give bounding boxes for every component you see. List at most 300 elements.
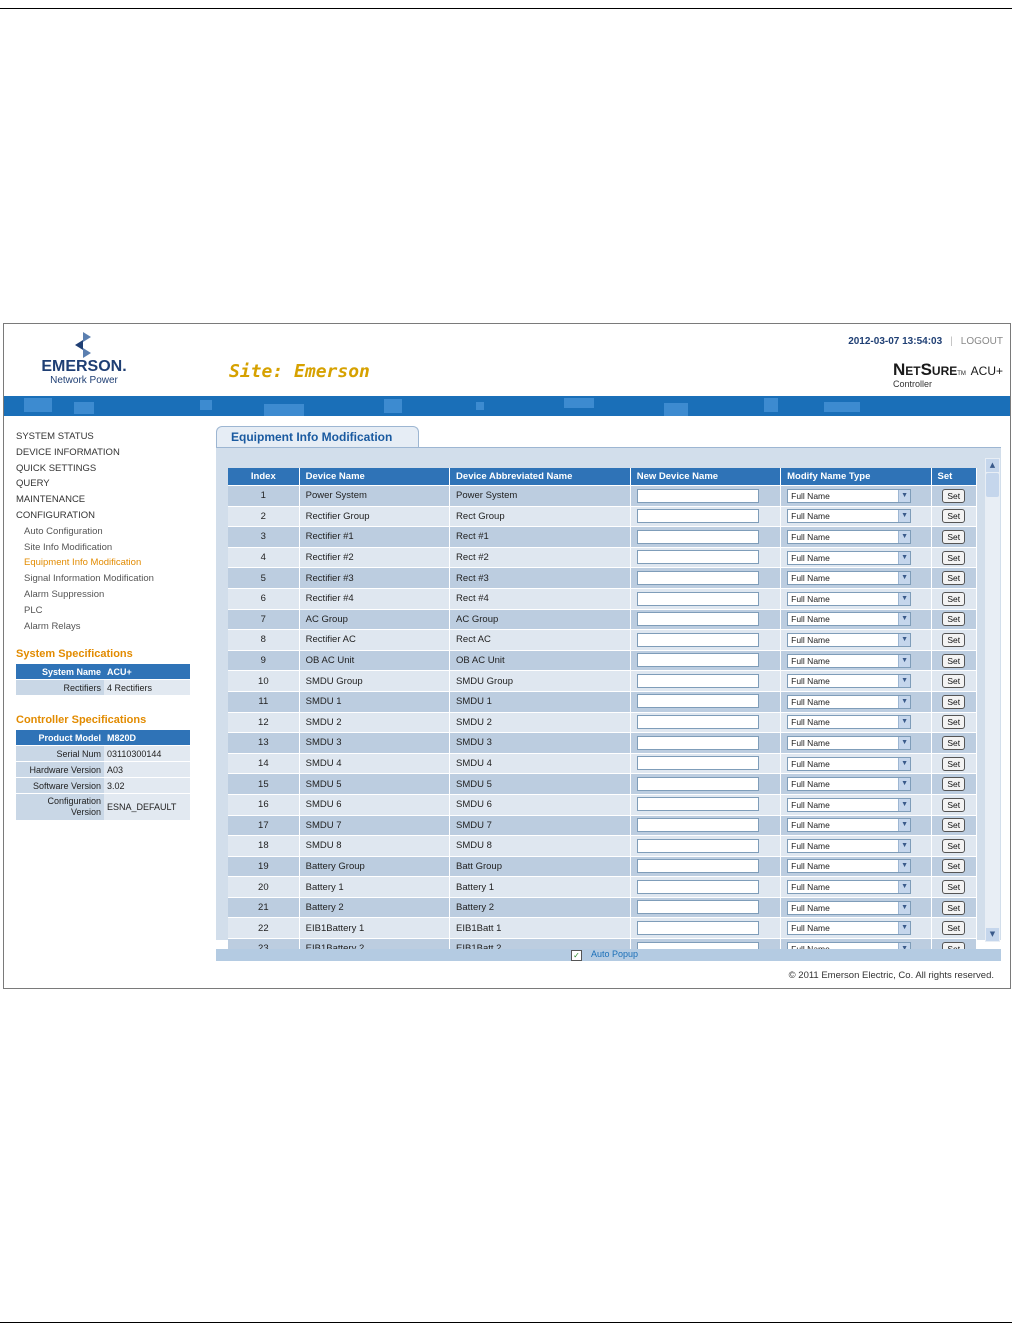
row-modify-type-cell (781, 794, 931, 815)
nav-auto-configuration[interactable]: Auto Configuration (24, 525, 103, 537)
set-button[interactable]: Set (942, 509, 965, 523)
row-new-name-cell (631, 567, 781, 588)
set-button[interactable]: Set (942, 839, 965, 853)
chevron-down-icon: ▼ (898, 758, 910, 770)
select-value: Full Name (791, 552, 830, 563)
row-new-name-cell (631, 815, 781, 836)
table-row (228, 856, 977, 877)
modify-name-type-select[interactable] (787, 489, 911, 503)
modify-name-type-select[interactable] (787, 859, 911, 873)
netsure-brand (863, 360, 1003, 390)
row-modify-type-cell (781, 650, 931, 671)
row-device-name: Battery 2 (300, 897, 450, 918)
row-abbreviated-name: Rect #1 (450, 526, 631, 547)
row-index: 2 (228, 506, 300, 527)
controller-specs-table (16, 730, 190, 821)
row-modify-type-cell (781, 506, 931, 527)
chevron-down-icon: ▼ (898, 655, 910, 667)
row-modify-type-cell (781, 876, 931, 897)
logo-subtitle: Network Power (50, 375, 118, 386)
modify-name-type-select[interactable] (787, 592, 911, 606)
col-device-name: Device Name (300, 468, 450, 485)
new-device-name-input[interactable] (637, 900, 759, 914)
table-row (228, 547, 977, 568)
modify-name-type-select[interactable] (787, 839, 911, 853)
chevron-down-icon: ▼ (898, 613, 910, 625)
row-set-cell (932, 567, 977, 588)
nav-alarm-suppression[interactable]: Alarm Suppression (24, 588, 105, 600)
row-new-name-cell (631, 485, 781, 506)
row-abbreviated-name: Rect Group (450, 506, 631, 527)
tab-equipment-info-modification[interactable]: Equipment Info Modification (216, 426, 419, 448)
set-button[interactable]: Set (942, 736, 965, 750)
system-specs-title: System Specifications (16, 648, 133, 661)
chevron-down-icon: ▼ (898, 902, 910, 914)
nav-plc[interactable]: PLC (24, 604, 43, 616)
table-row (228, 506, 977, 527)
row-index: 7 (228, 609, 300, 630)
row-modify-type-cell (781, 835, 931, 856)
system-specs-table (16, 664, 190, 696)
chevron-down-icon: ▼ (898, 593, 910, 605)
set-button[interactable]: Set (942, 489, 965, 503)
table-row (228, 629, 977, 650)
row-device-name: Rectifier AC (300, 629, 450, 650)
table-row (228, 732, 977, 753)
row-set-cell (932, 897, 977, 918)
datetime: 2012-03-07 13:54:03 (848, 336, 943, 347)
table-row (228, 835, 977, 856)
select-value: Full Name (791, 861, 830, 872)
row-index: 16 (228, 794, 300, 815)
row-new-name-cell (631, 794, 781, 815)
row-index: 5 (228, 567, 300, 588)
row-abbreviated-name: OB AC Unit (450, 650, 631, 671)
row-index: 22 (228, 917, 300, 938)
row-set-cell (932, 876, 977, 897)
site-title: Site: Emerson (229, 361, 370, 382)
row-new-name-cell (631, 753, 781, 774)
row-new-name-cell (631, 547, 781, 568)
row-device-name: Rectifier #2 (300, 547, 450, 568)
row-new-name-cell (631, 732, 781, 753)
brand-acu: ACU+ (970, 364, 1003, 378)
select-value: Full Name (791, 923, 830, 934)
spec-key: Product Model (16, 730, 104, 746)
set-button[interactable]: Set (942, 530, 965, 544)
equipment-table-body (228, 485, 977, 959)
row-device-name: Battery 1 (300, 876, 450, 897)
row-set-cell (932, 794, 977, 815)
row-modify-type-cell (781, 732, 931, 753)
row-device-name: Rectifier #3 (300, 567, 450, 588)
spec-value: M820D (104, 730, 190, 746)
set-button[interactable]: Set (942, 592, 965, 606)
row-abbreviated-name: Rect AC (450, 629, 631, 650)
col-set: Set (932, 468, 977, 485)
document-top-rule (0, 8, 1012, 9)
row-abbreviated-name: SMDU 8 (450, 835, 631, 856)
modify-name-type-select[interactable] (787, 695, 911, 709)
table-row (228, 567, 977, 588)
row-abbreviated-name: SMDU 1 (450, 691, 631, 712)
row-device-name: SMDU 4 (300, 753, 450, 774)
new-device-name-input[interactable] (637, 550, 759, 564)
set-button[interactable]: Set (942, 633, 965, 647)
nav-site-info-modification[interactable]: Site Info Modification (24, 541, 113, 553)
document-bottom-rule (0, 1322, 1012, 1323)
row-new-name-cell (631, 629, 781, 650)
set-button[interactable]: Set (942, 715, 965, 729)
modify-name-type-select[interactable] (787, 901, 911, 915)
row-abbreviated-name: SMDU 6 (450, 794, 631, 815)
row-new-name-cell (631, 670, 781, 691)
new-device-name-input[interactable] (637, 818, 759, 832)
row-set-cell (932, 506, 977, 527)
spec-value: 03110300144 (104, 746, 190, 762)
modify-name-type-select[interactable] (787, 674, 911, 688)
row-index: 13 (228, 732, 300, 753)
select-value: Full Name (791, 820, 830, 831)
spec-key: Serial Num (16, 746, 104, 762)
select-value: Full Name (791, 676, 830, 687)
chevron-down-icon: ▼ (898, 922, 910, 934)
table-row (228, 609, 977, 630)
row-device-name: OB AC Unit (300, 650, 450, 671)
row-modify-type-cell (781, 815, 931, 836)
row-new-name-cell (631, 609, 781, 630)
spec-key: Rectifiers (16, 680, 104, 696)
spec-key (16, 794, 104, 821)
set-button[interactable]: Set (942, 551, 965, 565)
row-modify-type-cell (781, 629, 931, 650)
new-device-name-input[interactable] (637, 921, 759, 935)
row-device-name: Rectifier Group (300, 506, 450, 527)
table-row (228, 876, 977, 897)
row-abbreviated-name: EIB1Batt 1 (450, 917, 631, 938)
modify-name-type-select[interactable] (787, 777, 911, 791)
new-device-name-input[interactable] (637, 530, 759, 544)
row-new-name-cell (631, 691, 781, 712)
chevron-down-icon: ▼ (898, 737, 910, 749)
row-abbreviated-name: SMDU 3 (450, 732, 631, 753)
row-index: 18 (228, 835, 300, 856)
row-index: 12 (228, 712, 300, 733)
table-row (228, 794, 977, 815)
copyright: © 2011 Emerson Electric, Co. All rights reserved. (788, 970, 994, 981)
row-device-name: Battery Group (300, 856, 450, 877)
row-device-name: SMDU 6 (300, 794, 450, 815)
modify-name-type-select[interactable] (787, 612, 911, 626)
col-new-device-name: New Device Name (631, 468, 781, 485)
row-device-name: SMDU 1 (300, 691, 450, 712)
row-index: 9 (228, 650, 300, 671)
col-index: Index (228, 468, 300, 485)
table-row (228, 526, 977, 547)
row-set-cell (932, 691, 977, 712)
new-device-name-input[interactable] (637, 694, 759, 708)
emerson-mark-icon (72, 332, 94, 358)
set-button[interactable]: Set (942, 612, 965, 626)
select-value: Full Name (791, 634, 830, 645)
spec-value: 3.02 (104, 778, 190, 794)
scroll-thumb[interactable] (986, 473, 999, 497)
row-index: 11 (228, 691, 300, 712)
new-device-name-input[interactable] (637, 633, 759, 647)
spec-value: A03 (104, 762, 190, 778)
page-header (4, 324, 1010, 396)
nav-signal-information-modification[interactable]: Signal Information Modification (24, 573, 154, 585)
row-new-name-cell (631, 917, 781, 938)
modify-name-type-select[interactable] (787, 757, 911, 771)
modify-name-type-select[interactable] (787, 654, 911, 668)
nav-alarm-relays[interactable]: Alarm Relays (24, 620, 81, 632)
row-set-cell (932, 547, 977, 568)
table-row (228, 588, 977, 609)
modify-name-type-select[interactable] (787, 736, 911, 750)
modify-name-type-select[interactable] (787, 818, 911, 832)
row-new-name-cell (631, 835, 781, 856)
chevron-down-icon: ▼ (898, 716, 910, 728)
set-button[interactable]: Set (942, 654, 965, 668)
separator: | (950, 336, 953, 347)
row-abbreviated-name: AC Group (450, 609, 631, 630)
row-set-cell (932, 588, 977, 609)
new-device-name-input[interactable] (637, 880, 759, 894)
row-index: 4 (228, 547, 300, 568)
set-button[interactable]: Set (942, 921, 965, 935)
modify-name-type-select[interactable] (787, 633, 911, 647)
select-value: Full Name (791, 490, 830, 501)
select-value: Full Name (791, 882, 830, 893)
chevron-down-icon: ▼ (898, 778, 910, 790)
nav-system-status[interactable]: SYSTEM STATUS (16, 431, 94, 442)
new-device-name-input[interactable] (637, 509, 759, 523)
row-modify-type-cell (781, 567, 931, 588)
nav-configuration[interactable]: CONFIGURATION (16, 509, 95, 521)
select-value: Full Name (791, 614, 830, 625)
spec-value: ESNA_DEFAULT (104, 794, 190, 821)
modify-name-type-select[interactable] (787, 509, 911, 523)
row-set-cell (932, 609, 977, 630)
row-modify-type-cell (781, 588, 931, 609)
auto-popup-checkbox[interactable]: ✓ (571, 950, 582, 961)
equipment-table (228, 468, 977, 959)
table-row (228, 670, 977, 691)
row-index: 6 (228, 588, 300, 609)
set-button[interactable]: Set (942, 695, 965, 709)
nav-equipment-info-modification[interactable]: Equipment Info Modification (24, 557, 142, 569)
chevron-down-icon: ▼ (898, 510, 910, 522)
row-new-name-cell (631, 856, 781, 877)
table-row (228, 691, 977, 712)
select-value: Full Name (791, 717, 830, 728)
spec-value: 4 Rectifiers (104, 680, 190, 696)
row-set-cell (932, 526, 977, 547)
nav-query[interactable]: QUERY (16, 478, 50, 490)
nav-maintenance[interactable]: MAINTENANCE (16, 494, 86, 506)
spec-key-line1: Configuration (47, 796, 101, 807)
new-device-name-input[interactable] (637, 797, 759, 811)
col-abbreviated-name: Device Abbreviated Name (450, 468, 631, 485)
row-set-cell (932, 732, 977, 753)
set-button[interactable]: Set (942, 674, 965, 688)
row-set-cell (932, 835, 977, 856)
row-new-name-cell (631, 773, 781, 794)
row-device-name: SMDU 3 (300, 732, 450, 753)
set-button[interactable]: Set (942, 757, 965, 771)
nav-device-information[interactable]: DEVICE INFORMATION (16, 446, 120, 458)
scroll-up-icon[interactable]: ▲ (986, 459, 999, 472)
chevron-down-icon: ▼ (898, 572, 910, 584)
select-value: Full Name (791, 799, 830, 810)
set-button[interactable]: Set (942, 571, 965, 585)
set-button[interactable]: Set (942, 859, 965, 873)
modify-name-type-select[interactable] (787, 715, 911, 729)
row-abbreviated-name: Rect #4 (450, 588, 631, 609)
equipment-table-viewport (228, 468, 983, 940)
table-row (228, 917, 977, 938)
new-device-name-input[interactable] (637, 756, 759, 770)
new-device-name-input[interactable] (637, 592, 759, 606)
acu-web-screenshot (3, 323, 1011, 989)
row-device-name: SMDU 8 (300, 835, 450, 856)
select-value: Full Name (791, 696, 830, 707)
spec-key: Hardware Version (16, 762, 104, 778)
row-set-cell (932, 753, 977, 774)
chevron-down-icon: ▼ (898, 552, 910, 564)
sidebar (16, 429, 196, 821)
new-device-name-input[interactable] (637, 839, 759, 853)
row-new-name-cell (631, 876, 781, 897)
logo-wordmark: EMERSON. (41, 358, 127, 375)
top-right-bar (848, 336, 1003, 347)
spec-key: Software Version (16, 778, 104, 794)
new-device-name-input[interactable] (637, 777, 759, 791)
row-modify-type-cell (781, 712, 931, 733)
set-button[interactable]: Set (942, 777, 965, 791)
chevron-down-icon: ▼ (898, 840, 910, 852)
row-abbreviated-name: Battery 2 (450, 897, 631, 918)
new-device-name-input[interactable] (637, 489, 759, 503)
row-index: 10 (228, 670, 300, 691)
row-device-name: Power System (300, 485, 450, 506)
row-abbreviated-name: SMDU 7 (450, 815, 631, 836)
row-set-cell (932, 650, 977, 671)
row-index: 19 (228, 856, 300, 877)
modify-name-type-select[interactable] (787, 551, 911, 565)
row-device-name: SMDU Group (300, 670, 450, 691)
select-value: Full Name (791, 840, 830, 851)
row-abbreviated-name: SMDU 5 (450, 773, 631, 794)
row-set-cell (932, 485, 977, 506)
table-scrollbar[interactable] (985, 458, 1000, 942)
new-device-name-input[interactable] (637, 653, 759, 667)
chevron-down-icon: ▼ (898, 490, 910, 502)
logout-link[interactable]: LOGOUT (960, 336, 1003, 347)
chevron-down-icon: ▼ (898, 634, 910, 646)
row-abbreviated-name: Rect #3 (450, 567, 631, 588)
modify-name-type-select[interactable] (787, 798, 911, 812)
set-button[interactable]: Set (942, 818, 965, 832)
modify-name-type-select[interactable] (787, 921, 911, 935)
row-device-name: Rectifier #1 (300, 526, 450, 547)
select-value: Full Name (791, 511, 830, 522)
row-modify-type-cell (781, 856, 931, 877)
chevron-down-icon: ▼ (898, 860, 910, 872)
chevron-down-icon: ▼ (898, 881, 910, 893)
row-abbreviated-name: SMDU 4 (450, 753, 631, 774)
brand-subtitle: Controller (893, 379, 933, 389)
select-value: Full Name (791, 655, 830, 666)
row-modify-type-cell (781, 917, 931, 938)
brand-name (893, 360, 1003, 379)
table-row (228, 815, 977, 836)
new-device-name-input[interactable] (637, 715, 759, 729)
set-button[interactable]: Set (942, 880, 965, 894)
auto-popup-bar (216, 949, 1001, 961)
controller-specs-title: Controller Specifications (16, 714, 147, 727)
row-index: 3 (228, 526, 300, 547)
row-device-name: SMDU 5 (300, 773, 450, 794)
spec-key: System Name (16, 664, 104, 680)
table-row (228, 485, 977, 506)
row-modify-type-cell (781, 526, 931, 547)
row-modify-type-cell (781, 691, 931, 712)
modify-name-type-select[interactable] (787, 571, 911, 585)
row-new-name-cell (631, 588, 781, 609)
modify-name-type-select[interactable] (787, 880, 911, 894)
row-modify-type-cell (781, 670, 931, 691)
new-device-name-input[interactable] (637, 571, 759, 585)
emerson-logo (34, 332, 134, 388)
set-button[interactable]: Set (942, 901, 965, 915)
new-device-name-input[interactable] (637, 736, 759, 750)
new-device-name-input[interactable] (637, 859, 759, 873)
chevron-down-icon: ▼ (898, 799, 910, 811)
select-value: Full Name (791, 902, 830, 913)
row-set-cell (932, 815, 977, 836)
scroll-down-icon[interactable]: ▼ (986, 928, 999, 941)
select-value: Full Name (791, 593, 830, 604)
set-button[interactable]: Set (942, 798, 965, 812)
nav-quick-settings[interactable]: QUICK SETTINGS (16, 462, 97, 474)
row-abbreviated-name: Batt Group (450, 856, 631, 877)
new-device-name-input[interactable] (637, 674, 759, 688)
select-value: Full Name (791, 573, 830, 584)
chevron-down-icon: ▼ (898, 819, 910, 831)
table-row (228, 712, 977, 733)
table-row (228, 897, 977, 918)
select-value: Full Name (791, 737, 830, 748)
row-set-cell (932, 856, 977, 877)
row-set-cell (932, 773, 977, 794)
new-device-name-input[interactable] (637, 612, 759, 626)
auto-popup-label: Auto Popup (591, 949, 639, 959)
row-set-cell (932, 629, 977, 650)
chevron-down-icon: ▼ (898, 696, 910, 708)
row-index: 15 (228, 773, 300, 794)
row-modify-type-cell (781, 485, 931, 506)
select-value: Full Name (791, 779, 830, 790)
modify-name-type-select[interactable] (787, 530, 911, 544)
row-device-name: Rectifier #4 (300, 588, 450, 609)
row-abbreviated-name: Battery 1 (450, 876, 631, 897)
select-value: Full Name (791, 758, 830, 769)
row-new-name-cell (631, 526, 781, 547)
row-set-cell (932, 917, 977, 938)
table-row (228, 753, 977, 774)
